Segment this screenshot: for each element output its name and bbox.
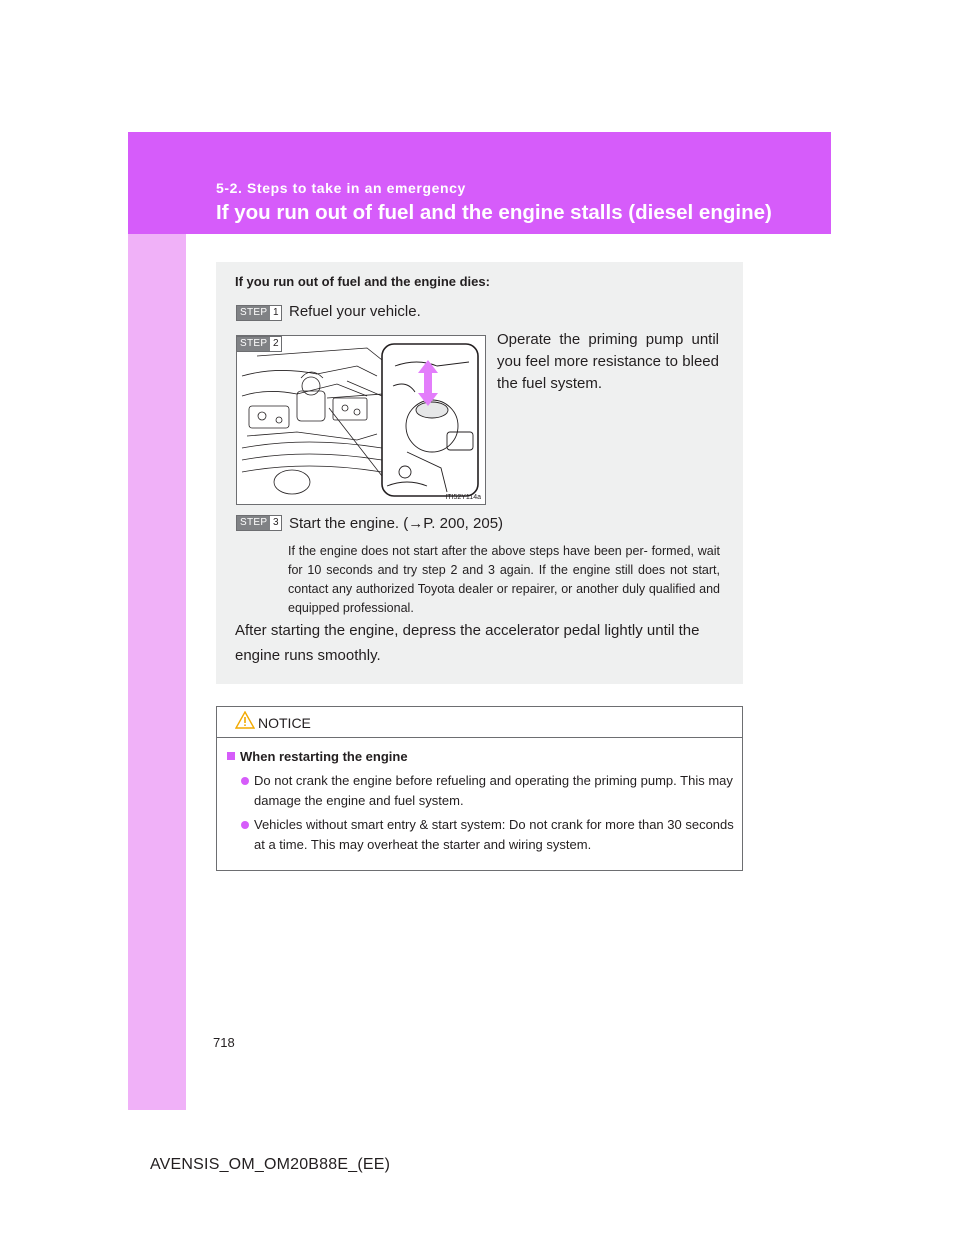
section-title: 5-2. Steps to take in an emergency — [216, 180, 466, 196]
illustration-code: ITI52Y114a — [445, 494, 481, 501]
chapter-sidebar — [128, 132, 186, 1110]
priming-pump-drawing — [237, 336, 485, 504]
step-1-text: Refuel your vehicle. — [289, 303, 421, 320]
step-1-badge — [236, 305, 282, 321]
page-number: 718 — [213, 1035, 235, 1050]
step-number: 2 — [270, 337, 281, 351]
notice-header — [217, 707, 742, 738]
bullet-icon — [241, 777, 249, 785]
after-start-text: After starting the engine, depress the accelerator pedal lightly until the engine runs smoothly. — [235, 622, 700, 664]
page-title: If you run out of fuel and the engine stalls (diesel engine) — [216, 201, 772, 224]
step-number: 3 — [270, 516, 281, 530]
notice-item-text: Vehicles without smart entry & start system: Do not crank for more than 30 seconds at a time. This may overheat the starter and wiring system. — [254, 817, 734, 852]
step-word: STEP — [237, 306, 270, 320]
step-3-text: Start the engine. (→P. 200, 205) — [289, 515, 504, 532]
document-footer: AVENSIS_OM_OM20B88E_(EE) — [150, 1156, 391, 1173]
notice-item — [241, 771, 737, 811]
step-3-note: If the engine does not start after the above steps have been per- formed, wait for 10 seconds and try step 2 and 3 again. If the engine still does not start, contact any authorized Toyota dealer or repairer, or another duly qualified and equipped professional. — [288, 544, 720, 615]
step-3-badge — [236, 515, 282, 531]
warning-icon — [235, 711, 255, 729]
step-2-badge — [236, 336, 282, 352]
notice-box — [216, 706, 743, 871]
engine-illustration — [236, 335, 486, 505]
notice-subheading — [227, 749, 408, 764]
notice-item — [241, 815, 737, 855]
step-word: STEP — [237, 516, 270, 530]
step-number: 1 — [270, 306, 281, 320]
square-bullet-icon — [227, 752, 235, 760]
step-2-text: Operate the priming pump until you feel more resistance to bleed the fuel system. — [497, 331, 719, 392]
bullet-icon — [241, 821, 249, 829]
notice-subheading-text: When restarting the engine — [240, 749, 408, 764]
intro-text: If you run out of fuel and the engine dies: — [235, 274, 490, 289]
step-word: STEP — [237, 337, 270, 351]
notice-item-text: Do not crank the engine before refueling and operating the priming pump. This may damage the engine and fuel system. — [254, 773, 733, 808]
notice-label: NOTICE — [258, 715, 311, 731]
